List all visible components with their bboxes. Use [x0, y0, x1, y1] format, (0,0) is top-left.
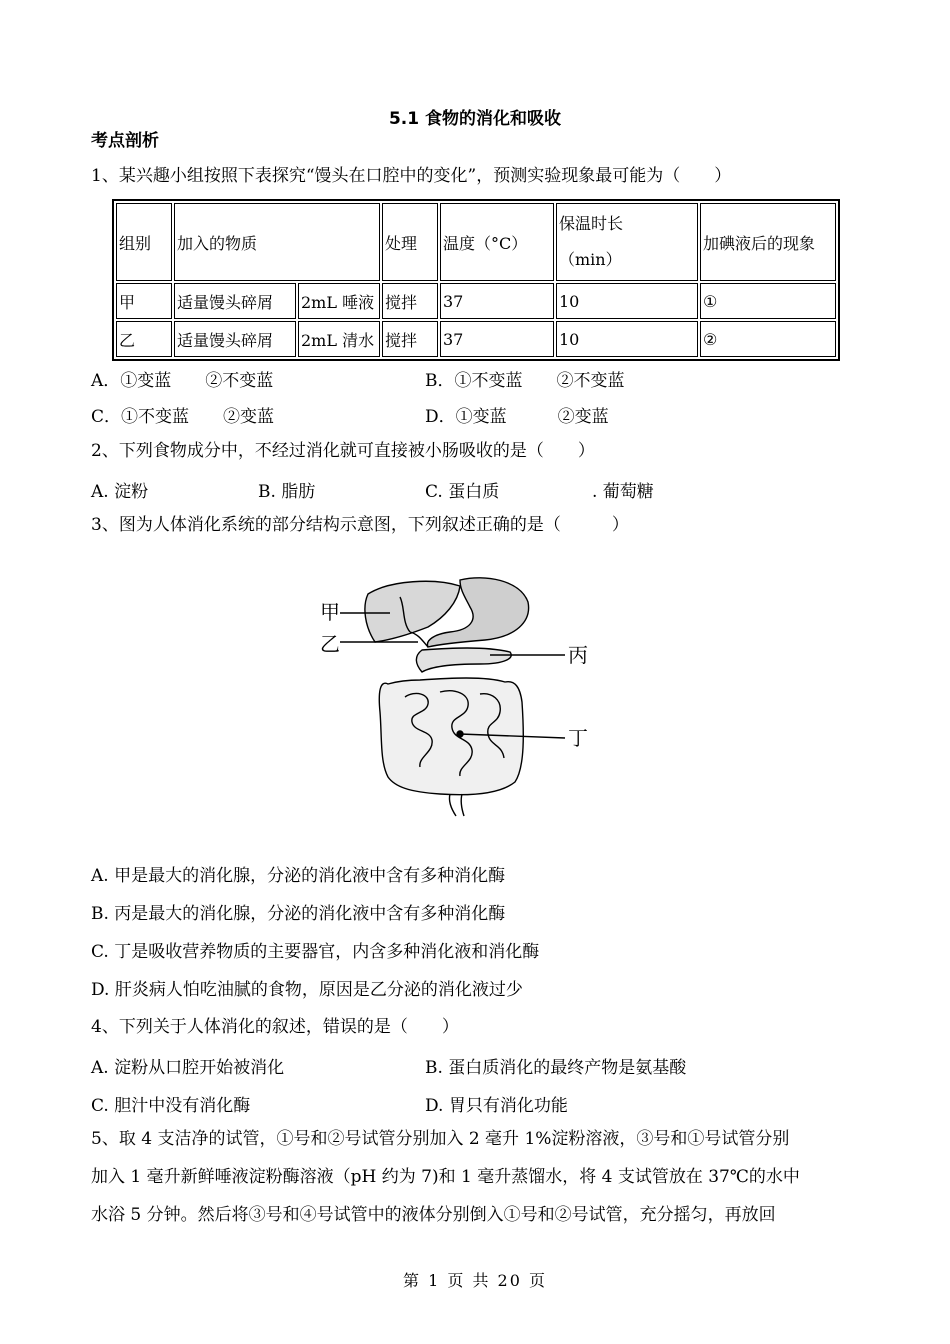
table-row: [116, 321, 836, 357]
q3-option-d: D. 肝炎病人怕吃油腻的食物，原因是乙分泌的消化液过少: [91, 980, 523, 1000]
header-cell: 温度（°C）: [440, 203, 554, 281]
q3-stem: 3、图为人体消化系统的部分结构示意图，下列叙述正确的是（ ）: [91, 515, 629, 535]
table-cell: ②: [700, 321, 836, 357]
q1-option-c: C．①不变蓝 ②变蓝: [91, 407, 275, 427]
header-line: 保温时长: [559, 214, 624, 233]
table-cell: 搅拌: [382, 321, 438, 357]
label-jia: 甲: [320, 600, 340, 624]
pancreas-shape: [416, 648, 511, 672]
section-heading: 考点剖析: [91, 131, 159, 151]
q4-option-b: B. 蛋白质消化的最终产物是氨基酸: [425, 1058, 687, 1078]
q1-stem: 1、某兴趣小组按照下表探究“馒头在口腔中的变化”，预测实验现象最可能为（ ）: [91, 166, 732, 186]
table-cell: 10: [556, 283, 698, 319]
large-intestine-shape: [379, 678, 523, 795]
label-ding: 丁: [568, 726, 588, 750]
table-cell: 2mL 清水: [298, 321, 380, 357]
table-cell: ①: [700, 283, 836, 319]
page-footer: 第 1 页 共 20 页: [403, 1271, 547, 1290]
q2-option-a: A. 淀粉: [91, 482, 149, 502]
table-cell: 适量馒头碎屑: [174, 321, 296, 357]
q2-option-c: C. 蛋白质: [425, 482, 500, 502]
table-cell: 37: [440, 321, 554, 357]
q1-option-a: A．①变蓝 ②不变蓝: [91, 371, 274, 391]
q3-option-b: B. 丙是最大的消化腺，分泌的消化液中含有多种消化酶: [91, 904, 506, 924]
q2-option-d: . 葡萄糖: [592, 482, 654, 502]
q2-stem: 2、下列食物成分中，不经过消化就可直接被小肠吸收的是（ ）: [91, 441, 595, 461]
q5-line-3: 水浴 5 分钟。然后将③号和④号试管中的液体分别倒入①号和②号试管，充分摇匀，再放回: [91, 1205, 776, 1225]
q1-option-d: D．①变蓝 ②变蓝: [425, 407, 609, 427]
header-cell: 加碘液后的现象: [700, 203, 836, 281]
q5-line-1: 5、取 4 支洁净的试管，①号和②号试管分别加入 2 毫升 1%淀粉溶液，③号和①号试管分别: [91, 1129, 790, 1149]
q4-option-d: D. 胃只有消化功能: [425, 1096, 568, 1116]
table-header-row: [116, 203, 836, 281]
q3-option-a: A. 甲是最大的消化腺，分泌的消化液中含有多种消化酶: [91, 866, 506, 886]
table-row: [116, 283, 836, 319]
label-yi: 乙: [320, 632, 340, 656]
bile-duct-line: [410, 632, 428, 647]
header-cell: 组别: [116, 203, 172, 281]
q3-option-c: C. 丁是吸收营养物质的主要器官，内含多种消化液和消化酶: [91, 942, 540, 962]
table-cell: 2mL 唾液: [298, 283, 380, 319]
rectum-lines: [449, 794, 464, 816]
header-cell: 处理: [382, 203, 438, 281]
header-cell: [556, 203, 698, 281]
table-cell: 甲: [116, 283, 172, 319]
digestive-system-figure: [310, 572, 600, 817]
q5-line-2: 加入 1 毫升新鲜唾液淀粉酶溶液（pH 约为 7)和 1 毫升蒸馏水，将 4 支试管放在 37℃的水中: [91, 1167, 800, 1187]
page-title: 5.1 食物的消化和吸收: [388, 109, 562, 129]
header-line: （min）: [559, 250, 622, 269]
header-cell: 加入的物质: [174, 203, 380, 281]
experiment-table: [112, 199, 840, 361]
q4-stem: 4、下列关于人体消化的叙述，错误的是（ ）: [91, 1017, 459, 1037]
table-cell: 适量馒头碎屑: [174, 283, 296, 319]
label-bing: 丙: [568, 643, 588, 667]
q4-option-a: A. 淀粉从口腔开始被消化: [91, 1058, 285, 1078]
table-cell: 10: [556, 321, 698, 357]
q4-option-c: C. 胆汁中没有消化酶: [91, 1096, 251, 1116]
table-cell: 37: [440, 283, 554, 319]
table-cell: 搅拌: [382, 283, 438, 319]
q2-option-b: B. 脂肪: [258, 482, 316, 502]
q1-option-b: B．①不变蓝 ②不变蓝: [425, 371, 625, 391]
table-cell: 乙: [116, 321, 172, 357]
